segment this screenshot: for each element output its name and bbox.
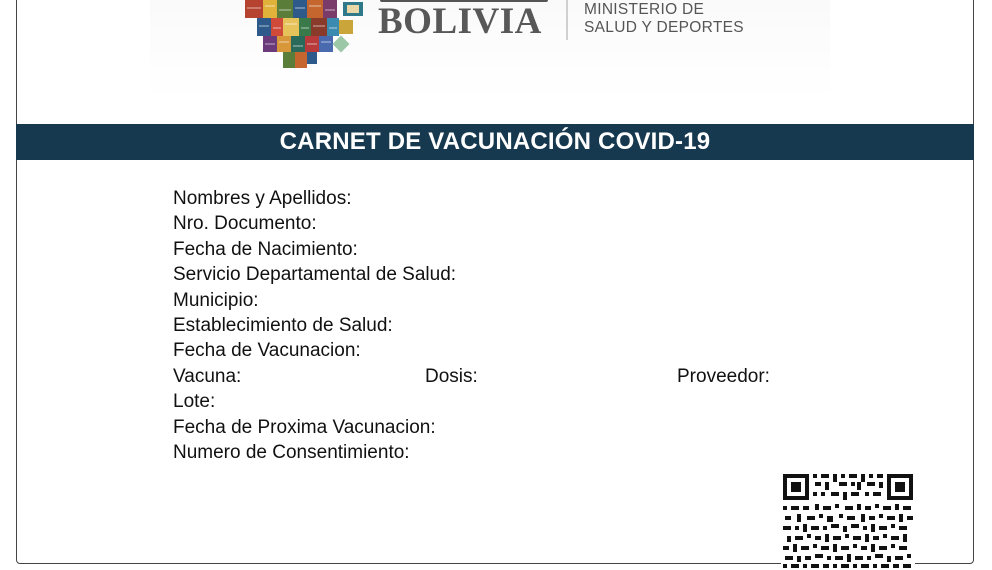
bolivia-mosaic-logo-icon — [243, 0, 365, 70]
card-title: CARNET DE VACUNACIÓN COVID-19 — [279, 128, 711, 155]
field-lot: Lote: — [173, 391, 216, 413]
field-consent-number: Numero de Consentimiento: — [173, 441, 410, 463]
qr-code-icon — [781, 470, 915, 570]
field-establishment: Establecimiento de Salud: — [173, 314, 393, 336]
header-divider — [566, 0, 568, 40]
field-names: Nombres y Apellidos: — [173, 188, 352, 209]
field-row-vaccine — [173, 364, 873, 389]
fields-list — [173, 186, 873, 465]
ministry-name — [584, 1, 744, 37]
field-vaccine: Vacuna: — [173, 365, 242, 387]
field-health-service: Servicio Departamental de Salud: — [173, 264, 457, 286]
field-birth-date: Fecha de Nacimiento: — [173, 238, 358, 260]
field-next-vaccination-date: Fecha de Proxima Vacunacion: — [173, 416, 436, 438]
title-bar — [16, 124, 974, 160]
field-dose: Dosis: — [425, 365, 478, 387]
field-document: Nro. Documento: — [173, 213, 317, 235]
country-name: BOLIVIA — [378, 1, 542, 42]
field-municipality: Municipio: — [173, 289, 259, 311]
ministry-line-2: SALUD Y DEPORTES — [584, 19, 744, 36]
field-provider: Proveedor: — [677, 365, 770, 387]
field-vaccination-date: Fecha de Vacunacion: — [173, 340, 361, 362]
ministry-line-1: MINISTERIO DE — [584, 1, 705, 18]
